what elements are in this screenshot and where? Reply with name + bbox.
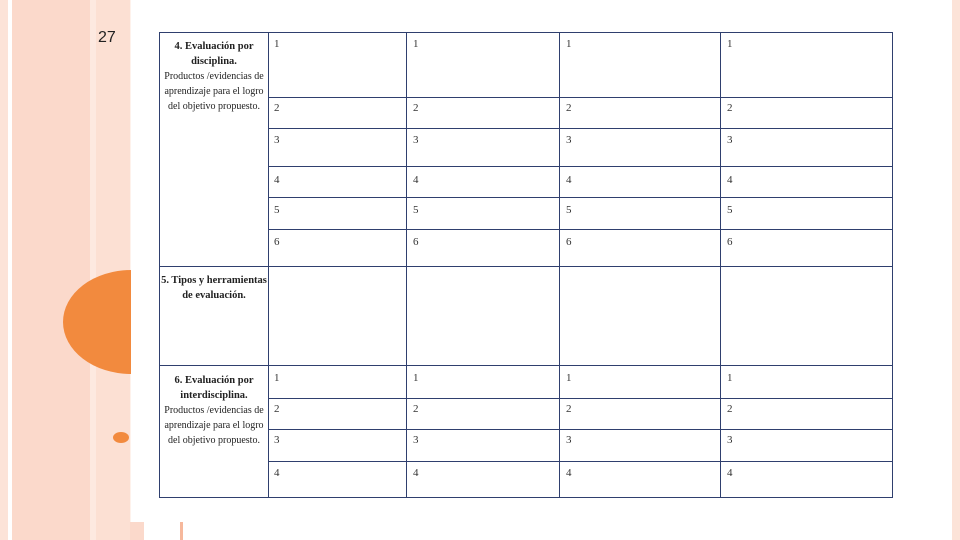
table-cell-number: 2 <box>274 102 280 114</box>
section-title: 6. Evaluación por interdisciplina. <box>174 375 254 401</box>
table-vline <box>268 33 269 497</box>
left-stripe-wide <box>12 0 90 540</box>
table-cell-number: 2 <box>274 403 280 415</box>
table-cell-number: 1 <box>566 38 572 50</box>
table-cell-number: 1 <box>413 38 419 50</box>
table-hline <box>268 398 892 399</box>
table-cell-number: 6 <box>727 236 733 248</box>
section-separator <box>160 266 892 267</box>
section-subtitle: Productos /evidencias de aprendizaje para el logro del objetivo propuesto. <box>164 71 264 112</box>
table-cell-number: 3 <box>413 434 419 446</box>
section-header-interdisciplina <box>160 373 268 448</box>
table-cell-number: 3 <box>413 134 419 146</box>
table-cell-number: 4 <box>274 467 280 479</box>
table-cell-number: 1 <box>413 372 419 384</box>
section-title: 5. Tipos y herramientas de evaluación. <box>161 275 267 301</box>
table-cell-number: 6 <box>413 236 419 248</box>
left-stripe <box>0 0 8 540</box>
table-cell-number: 5 <box>413 204 419 216</box>
table-vline <box>559 33 560 497</box>
table-hline <box>268 429 892 430</box>
table-vline <box>720 33 721 497</box>
decorative-orange-dot <box>113 432 129 443</box>
table-cell-number: 1 <box>727 372 733 384</box>
table-cell-number: 5 <box>727 204 733 216</box>
table-cell-number: 3 <box>274 434 280 446</box>
table-cell-number: 4 <box>727 174 733 186</box>
table-hline <box>268 166 892 167</box>
evaluation-table <box>159 32 893 498</box>
table-cell-number: 2 <box>566 403 572 415</box>
table-cell-number: 4 <box>413 467 419 479</box>
table-hline <box>268 128 892 129</box>
table-cell-number: 1 <box>274 372 280 384</box>
table-cell-number: 1 <box>566 372 572 384</box>
decorative-bottom-line <box>180 522 183 540</box>
table-cell-number: 2 <box>727 403 733 415</box>
table-cell-number: 3 <box>274 134 280 146</box>
section-header-tipos <box>160 273 268 303</box>
table-cell-number: 6 <box>274 236 280 248</box>
table-vline <box>406 33 407 497</box>
table-cell-number: 5 <box>566 204 572 216</box>
table-hline <box>268 197 892 198</box>
table-hline <box>268 97 892 98</box>
section-subtitle: Productos /evidencias de aprendizaje para el logro del objetivo propuesto. <box>164 405 264 446</box>
table-cell-number: 4 <box>727 467 733 479</box>
table-cell-number: 2 <box>413 102 419 114</box>
right-stripe <box>952 0 960 540</box>
table-cell-number: 5 <box>274 204 280 216</box>
table-cell-number: 3 <box>727 434 733 446</box>
table-cell-number: 4 <box>566 174 572 186</box>
table-cell-number: 2 <box>413 403 419 415</box>
section-title: 4. Evaluación por disciplina. <box>174 41 254 67</box>
table-cell-number: 2 <box>566 102 572 114</box>
table-cell-number: 3 <box>566 434 572 446</box>
decorative-bottom-mark <box>130 522 144 540</box>
table-hline <box>268 229 892 230</box>
table-cell-number: 6 <box>566 236 572 248</box>
table-cell-number: 4 <box>566 467 572 479</box>
table-cell-number: 4 <box>274 174 280 186</box>
slide-number: 27 <box>98 29 116 46</box>
table-cell-number: 4 <box>413 174 419 186</box>
table-cell-number: 1 <box>727 38 733 50</box>
table-cell-number: 2 <box>727 102 733 114</box>
section-header-disciplina <box>160 39 268 114</box>
table-hline <box>268 461 892 462</box>
table-cell-number: 3 <box>727 134 733 146</box>
table-cell-number: 3 <box>566 134 572 146</box>
section-separator <box>160 365 892 366</box>
table-cell-number: 1 <box>274 38 280 50</box>
